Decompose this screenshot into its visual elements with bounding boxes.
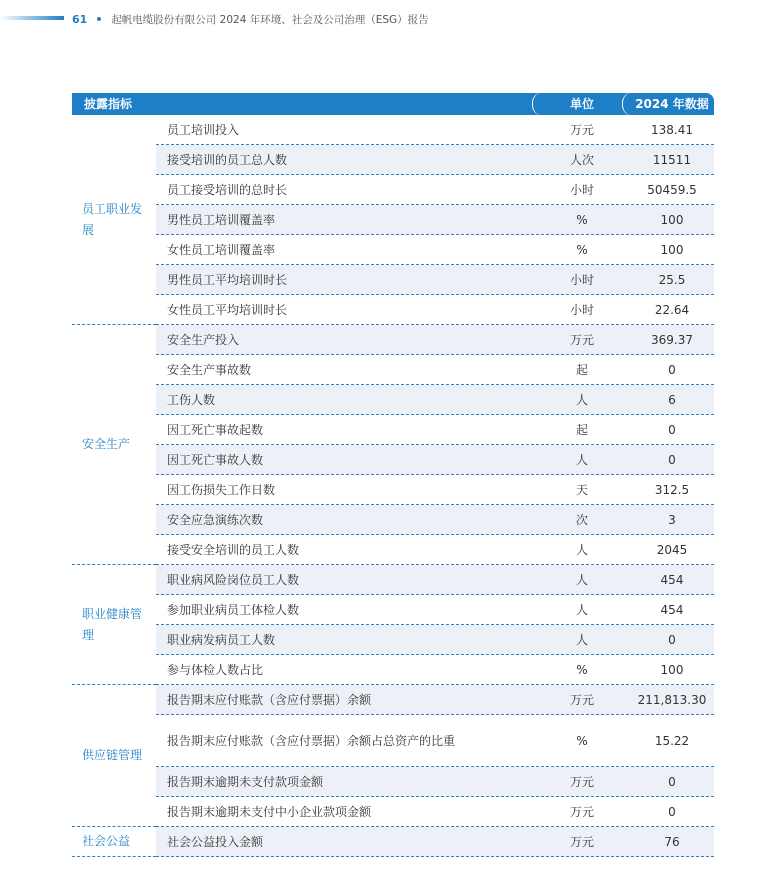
indicator-unit: 人 [575, 393, 588, 407]
category-cell [72, 325, 156, 565]
category-label: 安全生产 [82, 437, 131, 451]
indicator-name: 接受培训的员工总人数 [167, 152, 288, 167]
indicator-value: 0 [668, 422, 676, 437]
table-row [156, 827, 714, 857]
indicator-name: 安全生产事故数 [167, 362, 252, 377]
table-row [156, 445, 714, 475]
category-cell [72, 565, 156, 685]
indicator-value: 22.64 [654, 302, 690, 317]
indicator-value: 3 [668, 512, 676, 527]
table-row [156, 685, 714, 715]
indicator-unit: % [576, 733, 588, 748]
table-row [156, 655, 714, 685]
category-label: 供应链管理 [82, 748, 143, 762]
indicator-name: 参加职业病员工体检人数 [167, 602, 300, 617]
indicator-name: 社会公益投入金额 [167, 834, 264, 849]
table-row [156, 115, 714, 145]
indicator-name: 男性员工平均培训时长 [167, 272, 288, 287]
table-row [156, 205, 714, 235]
table-row [156, 475, 714, 505]
indicator-value: 76 [664, 834, 680, 849]
disclosure-table [72, 93, 714, 849]
table-row [156, 415, 714, 445]
indicator-value: 454 [660, 572, 684, 587]
indicator-name: 员工接受培训的总时长 [167, 182, 288, 197]
indicator-unit: 小时 [569, 303, 594, 317]
table-row [156, 797, 714, 827]
table-row [156, 145, 714, 175]
category-label: 社会公益 [82, 834, 131, 848]
indicator-name: 参与体检人数占比 [167, 662, 264, 677]
indicator-value: 0 [668, 774, 676, 789]
indicator-unit: 万元 [569, 805, 594, 819]
table-row [156, 265, 714, 295]
indicator-value: 0 [668, 452, 676, 467]
header-indicator: 披露指标 [84, 97, 133, 111]
indicator-name: 员工培训投入 [167, 122, 240, 137]
table-row [156, 235, 714, 265]
indicator-name: 女性员工培训覆盖率 [167, 242, 276, 257]
indicator-unit: 起 [575, 363, 588, 377]
indicator-name: 职业病风险岗位员工人数 [167, 572, 300, 587]
table-row [156, 325, 714, 355]
indicator-unit: 起 [575, 423, 588, 437]
indicator-name: 报告期末逾期未支付中小企业款项金额 [167, 804, 372, 819]
table-row [156, 505, 714, 535]
indicator-value: 312.5 [654, 482, 690, 497]
table-row [156, 595, 714, 625]
table-row [156, 295, 714, 325]
category-label: 员工职业发展 [82, 201, 143, 237]
indicator-unit: 人 [575, 453, 588, 467]
indicator-value: 100 [660, 212, 684, 227]
indicator-unit: % [576, 242, 588, 257]
indicator-value: 25.5 [658, 272, 686, 287]
table-row [156, 535, 714, 565]
indicator-unit: 次 [575, 513, 588, 527]
category-cell [72, 115, 156, 325]
category-cell [72, 685, 156, 827]
indicator-value: 100 [660, 242, 684, 257]
indicator-unit: 小时 [569, 273, 594, 287]
indicator-name: 报告期末逾期未支付款项金额 [167, 774, 324, 789]
indicator-value: 6 [668, 392, 676, 407]
indicator-name: 职业病发病员工人数 [167, 632, 276, 647]
indicator-unit: 万元 [569, 333, 594, 347]
bullet-dot-icon [97, 17, 101, 21]
table-row [156, 175, 714, 205]
table-row [156, 355, 714, 385]
indicator-name: 因工死亡事故人数 [167, 452, 264, 467]
indicator-name: 接受安全培训的员工人数 [167, 542, 300, 557]
indicator-value: 211,813.30 [637, 692, 707, 707]
indicator-name: 安全应急演练次数 [167, 512, 264, 527]
indicator-name: 报告期末应付账款（含应付票据）余额占总资产的比重 [167, 733, 456, 748]
table-row [156, 625, 714, 655]
header-value: 2024 年数据 [635, 97, 709, 111]
indicator-unit: 万元 [569, 835, 594, 849]
indicator-value: 0 [668, 632, 676, 647]
table-row [156, 565, 714, 595]
header-unit: 单位 [569, 97, 594, 111]
indicator-unit: 万元 [569, 693, 594, 707]
indicator-value: 0 [668, 362, 676, 377]
indicator-name: 工伤人数 [167, 392, 216, 407]
table-row [156, 767, 714, 797]
indicator-unit: 人 [575, 603, 588, 617]
indicator-unit: 人 [575, 633, 588, 647]
report-title: 起帆电缆股份有限公司 2024 年环境、社会及公司治理（ESG）报告 [111, 13, 429, 26]
indicator-value: 11511 [652, 152, 692, 167]
indicator-value: 15.22 [654, 733, 690, 748]
indicator-unit: 人次 [569, 153, 594, 167]
indicator-name: 因工伤损失工作日数 [167, 482, 276, 497]
table-header [72, 93, 714, 115]
indicator-unit: 小时 [569, 183, 594, 197]
indicator-unit: % [576, 212, 588, 227]
table-row [156, 385, 714, 415]
indicator-name: 因工死亡事故起数 [167, 422, 264, 437]
indicator-unit: 人 [575, 573, 588, 587]
indicator-unit: 天 [575, 483, 588, 497]
indicator-value: 0 [668, 804, 676, 819]
indicator-name: 男性员工培训覆盖率 [167, 212, 276, 227]
indicator-unit: 万元 [569, 123, 594, 137]
indicator-value: 138.41 [651, 122, 693, 137]
category-label: 职业健康管理 [82, 606, 143, 642]
indicator-unit: % [576, 662, 588, 677]
indicator-name: 女性员工平均培训时长 [167, 302, 288, 317]
header-accent-bar [0, 16, 64, 20]
table-row [156, 715, 714, 767]
indicator-value: 369.37 [651, 332, 693, 347]
page-number: 61 [72, 12, 88, 26]
indicator-unit: 万元 [569, 775, 594, 789]
indicator-value: 50459.5 [647, 182, 697, 197]
indicator-unit: 人 [575, 543, 588, 557]
indicator-value: 100 [660, 662, 684, 677]
category-cell [72, 827, 156, 857]
indicator-value: 454 [660, 602, 684, 617]
indicator-name: 安全生产投入 [167, 332, 240, 347]
indicator-name: 报告期末应付账款（含应付票据）余额 [167, 692, 372, 707]
indicator-value: 2045 [656, 542, 688, 557]
page-header [72, 10, 429, 28]
